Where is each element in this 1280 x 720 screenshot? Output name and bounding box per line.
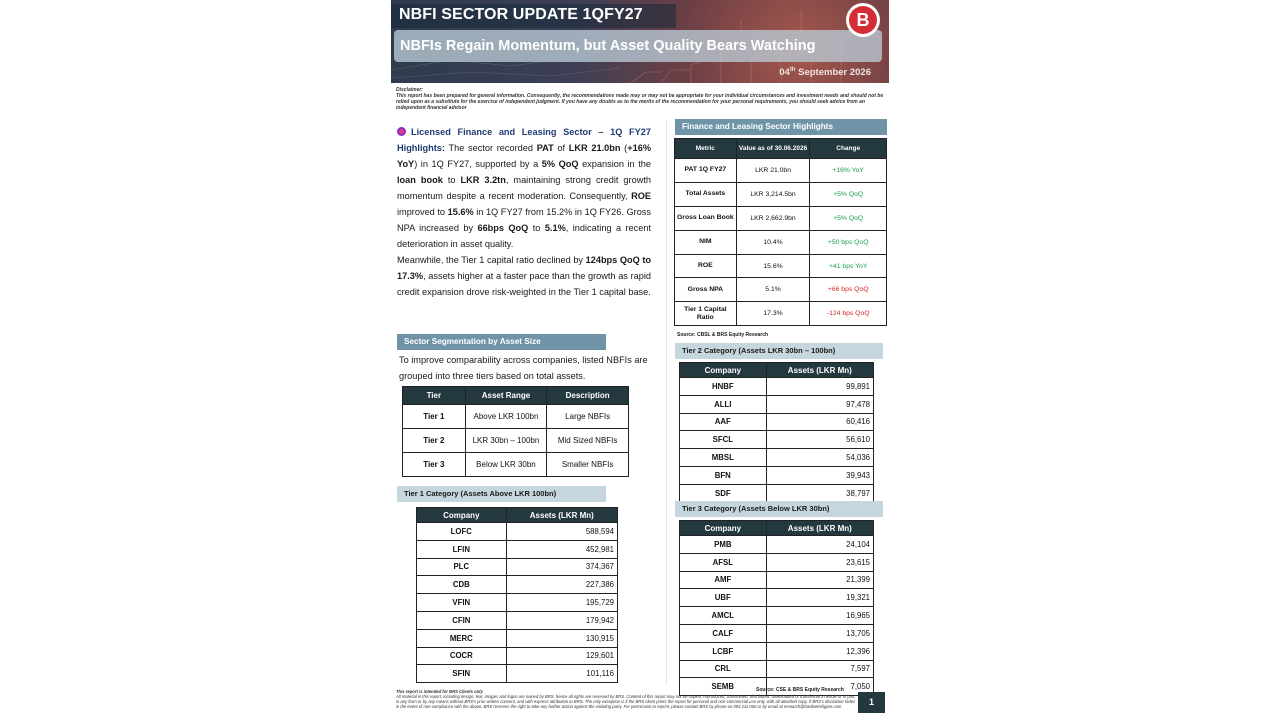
company-cell: CRL — [680, 660, 767, 678]
tier1-col-header: Assets (LKR Mn) — [506, 508, 617, 523]
company-cell: AMCL — [680, 607, 767, 625]
change-cell: -124 bps QoQ — [810, 302, 887, 326]
segmentation-text: To improve comparability across companies, listed NBFIs are grouped into three tiers based on total assets. — [399, 355, 648, 381]
assets-cell: 19,321 — [766, 589, 873, 607]
table-row — [680, 624, 874, 642]
assets-cell: 179,942 — [506, 611, 617, 629]
assets-cell: 101,116 — [506, 665, 617, 683]
text-run: LKR 3.2tn — [460, 175, 506, 185]
value-cell: LKR 21.0bn — [736, 159, 810, 183]
table-cell: Mid Sized NBFIs — [547, 429, 629, 453]
company-cell: SEMB — [680, 678, 767, 696]
table-cell: Large NBFIs — [547, 405, 629, 429]
table-row — [680, 571, 874, 589]
company-cell: MBSL — [680, 449, 767, 467]
tier3-col-header: Assets (LKR Mn) — [766, 521, 873, 536]
text-run: expansion in the — [578, 159, 651, 169]
change-cell: +41 bps YoY — [810, 254, 887, 278]
company-cell: LCBF — [680, 642, 767, 660]
assets-cell: 21,399 — [766, 571, 873, 589]
assets-cell: 227,386 — [506, 576, 617, 594]
assets-cell: 56,610 — [766, 431, 873, 449]
company-cell: HNBF — [680, 378, 767, 396]
table-row — [417, 558, 618, 576]
tier2-table — [679, 362, 874, 503]
highlights-text — [397, 124, 651, 300]
table-cell: Tier 3 — [403, 453, 466, 477]
disclaimer-label: Disclaimer: — [396, 87, 423, 93]
change-cell: +16% YoY — [810, 159, 887, 183]
table-row — [680, 642, 874, 660]
assets-cell: 452,981 — [506, 540, 617, 558]
table-cell: Tier 1 — [403, 405, 466, 429]
table-row — [680, 413, 874, 431]
segmentation-heading: Sector Segmentation by Asset Size — [397, 334, 606, 350]
table-cell: Above LKR 100bn — [465, 405, 547, 429]
company-cell: CALF — [680, 624, 767, 642]
table-row — [680, 536, 874, 554]
company-cell: PMB — [680, 536, 767, 554]
company-cell: LOFC — [417, 523, 507, 541]
header-banner — [391, 0, 889, 83]
text-run: +16% YoY — [397, 143, 651, 169]
value-cell: 17.3% — [736, 302, 810, 326]
metric-cell: Gross Loan Book — [675, 206, 737, 230]
change-cell: +5% QoQ — [810, 182, 887, 206]
report-page — [391, 0, 889, 720]
table-row — [417, 629, 618, 647]
tier-col-header: Tier — [403, 387, 466, 405]
highlights-col-header: Value as of 30.06.2026 — [736, 139, 810, 159]
sector-highlights-heading: Finance and Leasing Sector Highlights — [675, 119, 887, 135]
text-run: 15.6% — [447, 207, 474, 217]
footer-label: This report is intended for BRS Clients only — [396, 689, 483, 694]
text-run: of — [553, 143, 569, 153]
company-cell: AAF — [680, 413, 767, 431]
metric-cell: Total Assets — [675, 182, 737, 206]
highlights-heading: Licensed Finance and Leasing Sector – 1Q FY27 Highlights: — [397, 127, 651, 153]
company-cell: SDF — [680, 484, 767, 502]
column-divider — [666, 120, 667, 685]
text-run: 5% QoQ — [541, 159, 579, 169]
table-cell: Tier 2 — [403, 429, 466, 453]
table-row — [403, 429, 629, 453]
change-cell: +5% QoQ — [810, 206, 887, 230]
tier3-col-header: Company — [680, 521, 767, 536]
report-title: NBFI SECTOR UPDATE 1QFY27 — [399, 6, 643, 23]
assets-cell: 24,104 — [766, 536, 873, 554]
metric-cell: ROE — [675, 254, 737, 278]
company-cell: UBF — [680, 589, 767, 607]
assets-cell: 38,797 — [766, 484, 873, 502]
text-run: Meanwhile, the Tier 1 capital ratio declined by — [397, 255, 586, 265]
assets-cell: 129,601 — [506, 647, 617, 665]
table-row — [680, 466, 874, 484]
text-run: The sector recorded — [444, 143, 537, 153]
page-number: 1 — [858, 692, 885, 713]
bullet-icon — [397, 127, 406, 136]
company-cell: CFIN — [417, 611, 507, 629]
text-run: to — [528, 223, 545, 233]
table-row — [417, 540, 618, 558]
table-row — [680, 553, 874, 571]
assets-cell: 60,416 — [766, 413, 873, 431]
table-row — [417, 647, 618, 665]
highlights-source: Source: CBSL & BRS Equity Research — [677, 332, 769, 338]
table-row — [680, 484, 874, 502]
highlights-col-header: Metric — [675, 139, 737, 159]
table-row — [417, 665, 618, 683]
text-run: , assets higher at a faster pace than the growth as rapid credit expansion drove risk-weighted in the Tier 1 capital base. — [397, 271, 651, 297]
footer-note — [396, 689, 856, 709]
table-row — [680, 395, 874, 413]
text-run: ( — [620, 143, 628, 153]
highlights-col-header: Change — [810, 139, 887, 159]
company-cell: LFIN — [417, 540, 507, 558]
table-row — [680, 607, 874, 625]
table-row — [417, 611, 618, 629]
text-run: improved to — [397, 207, 448, 217]
table-row — [680, 449, 874, 467]
table-row — [675, 159, 887, 183]
tier2-col-header: Assets (LKR Mn) — [766, 363, 873, 378]
tier3-source: Source: CSE & BRS Equity Research — [756, 687, 844, 693]
text-run: to — [442, 175, 461, 185]
assets-cell: 13,705 — [766, 624, 873, 642]
text-run: LKR 21.0bn — [568, 143, 621, 153]
table-cell: LKR 30bn – 100bn — [465, 429, 547, 453]
table-row — [675, 254, 887, 278]
assets-cell: 130,915 — [506, 629, 617, 647]
tier1-table — [416, 507, 618, 683]
assets-cell: 12,396 — [766, 642, 873, 660]
company-cell: VFIN — [417, 594, 507, 612]
company-cell: SFIN — [417, 665, 507, 683]
tier-table — [402, 386, 629, 477]
company-cell: BFN — [680, 466, 767, 484]
metric-cell: NIM — [675, 230, 737, 254]
company-cell: ALLI — [680, 395, 767, 413]
tier2-heading: Tier 2 Category (Assets LKR 30bn – 100bn) — [675, 343, 883, 359]
tier2-col-header: Company — [680, 363, 767, 378]
table-row — [680, 589, 874, 607]
assets-cell: 374,367 — [506, 558, 617, 576]
change-cell: +50 bps QoQ — [810, 230, 887, 254]
tier1-heading: Tier 1 Category (Assets Above LKR 100bn) — [397, 486, 606, 502]
table-row — [675, 278, 887, 302]
metric-cell: PAT 1Q FY27 — [675, 159, 737, 183]
table-row — [680, 660, 874, 678]
text-run: 66bps QoQ — [477, 223, 529, 233]
company-cell: SFCL — [680, 431, 767, 449]
footer-text: All material in this report, including design, text, images and logos are owned by BRS, hence all rights are reserved by BRS. Content of this report may not be copied, reproduced, transmitted, distributed, downloaded or transferred in whole or in part, in any form or by any means without BRS's prior written consent, and with express attribution to BRS. The only exception is if the BRS client prints the report for personal and non-commercial use only, with all attached copy. If BRS's disclaimer fades in the event of non-compliance with the above, BRS reserves the right to take any further action against the violating party. For permission to reprint, please contact BRS by phone on 094 211 000 or by email at research@bartleetreligare.com — [396, 694, 856, 709]
metric-cell: Gross NPA — [675, 278, 737, 302]
value-cell: LKR 2,662.9bn — [736, 206, 810, 230]
text-run: PAT — [536, 143, 554, 153]
assets-cell: 7,050 — [766, 678, 873, 696]
text-run: loan book — [397, 175, 443, 185]
metric-cell: Tier 1 Capital Ratio — [675, 302, 737, 326]
table-row — [417, 523, 618, 541]
table-cell: Below LKR 30bn — [465, 453, 547, 477]
assets-cell: 99,891 — [766, 378, 873, 396]
table-row — [417, 576, 618, 594]
highlights-paragraph-1 — [397, 143, 651, 249]
assets-cell: 7,597 — [766, 660, 873, 678]
assets-cell: 195,729 — [506, 594, 617, 612]
assets-cell: 39,943 — [766, 466, 873, 484]
tier3-heading: Tier 3 Category (Assets Below LKR 30bn) — [675, 501, 883, 517]
text-run: ) in 1Q FY27, supported by a — [414, 159, 542, 169]
tier-col-header: Description — [547, 387, 629, 405]
assets-cell: 23,615 — [766, 553, 873, 571]
disclaimer — [396, 87, 886, 111]
assets-cell: 16,965 — [766, 607, 873, 625]
text-run: in 1Q FY27 from 15.2% in 1Q FY26. Gross NPA increased by — [397, 207, 651, 233]
company-cell: MERC — [417, 629, 507, 647]
brs-logo — [846, 3, 880, 37]
company-cell: AMF — [680, 571, 767, 589]
company-cell: CDB — [417, 576, 507, 594]
table-row — [680, 378, 874, 396]
table-row — [675, 182, 887, 206]
report-subtitle: NBFIs Regain Momentum, but Asset Quality Bears Watching — [400, 38, 816, 54]
tier-col-header: Asset Range — [465, 387, 547, 405]
table-row — [680, 431, 874, 449]
assets-cell: 97,478 — [766, 395, 873, 413]
company-cell: AFSL — [680, 553, 767, 571]
table-cell: Smaller NBFIs — [547, 453, 629, 477]
report-date: 04th September 2026 — [779, 67, 871, 79]
disclaimer-text: This report has been prepared for general information. Consequently, the recommendations made may or may not be appropriate for your individual circumstances and investment needs and should not be relied upon as a substitute for the exercise of independent judgment. If you have any doubts as to the merits of the recommendation for your personal requirements, you should seek advice from an independent financial advisor — [396, 93, 884, 111]
value-cell: LKR 3,214.5bn — [736, 182, 810, 206]
highlights-paragraph-2 — [397, 255, 651, 297]
company-cell: PLC — [417, 558, 507, 576]
table-row — [403, 405, 629, 429]
tier3-table — [679, 520, 874, 696]
change-cell: +66 bps QoQ — [810, 278, 887, 302]
tier1-col-header: Company — [417, 508, 507, 523]
text-run: , indicating a recent deterioration in asset quality. — [397, 223, 651, 249]
table-row — [675, 302, 887, 326]
text-run: , maintaining strong credit growth momentum despite a recent moderation. Consequently, — [397, 175, 651, 201]
logo-letter: B — [849, 6, 877, 34]
table-row — [675, 230, 887, 254]
company-cell: COCR — [417, 647, 507, 665]
value-cell: 15.6% — [736, 254, 810, 278]
table-row — [417, 594, 618, 612]
table-row — [403, 453, 629, 477]
value-cell: 10.4% — [736, 230, 810, 254]
table-row — [675, 206, 887, 230]
assets-cell: 588,594 — [506, 523, 617, 541]
assets-cell: 54,036 — [766, 449, 873, 467]
text-run: 124bps QoQ to 17.3% — [397, 255, 651, 281]
text-run: 5.1% — [544, 223, 566, 233]
value-cell: 5.1% — [736, 278, 810, 302]
text-run: ROE — [631, 191, 651, 201]
sector-highlights-table — [674, 138, 887, 326]
